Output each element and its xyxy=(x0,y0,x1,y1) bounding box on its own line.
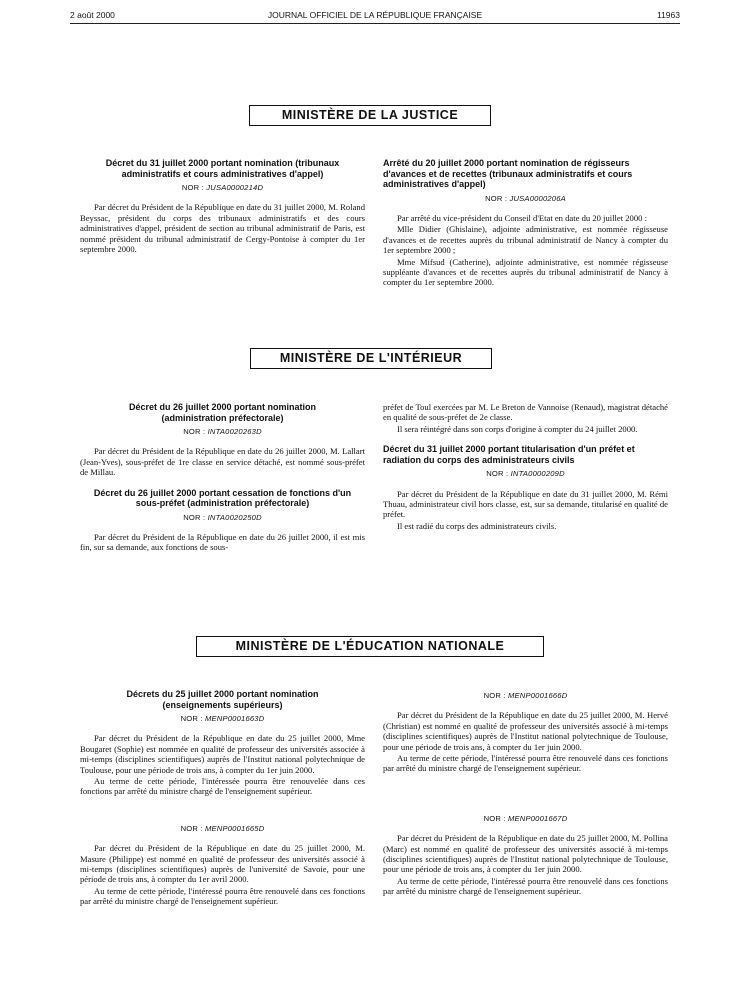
issue-date: 2 août 2000 xyxy=(70,10,115,20)
paragraph: Par décret du Président de la République en date du 31 juillet 2000, M. Rémi Thuau, administrateur civil hors classe, est, sur sa demande, titularisé en qualité de préfet. xyxy=(383,488,668,520)
decree-body xyxy=(80,843,365,906)
decree-body xyxy=(383,213,668,288)
paragraph: Au terme de cette période, l'intéressé pourra être renouvelé dans ces fonctions par arrêté du ministre chargé de l'enseignement supérieur. xyxy=(383,753,668,774)
decree-education-left xyxy=(80,689,365,907)
paragraph: Par décret du Président de la République en date du 25 juillet 2000, Mme Bougaret (Sophie) est nommée en qualité de professeur des universités associée à mi-temps (disciplines scientifiques) auprès de l'Institut national polytechnique de Toulouse, pour une période de trois ans, à compter du 1er juin 2000. xyxy=(80,733,365,775)
nor-reference: NOR : MENP0001666D xyxy=(483,691,568,700)
nor-reference: NOR : MENP0001663D xyxy=(180,714,265,723)
decree-interieur-continuation xyxy=(383,402,668,531)
decree-body xyxy=(383,402,668,434)
nor-reference: NOR : JUSA0000206A xyxy=(485,193,566,203)
decree-title: Décret du 26 juillet 2000 portant nomination (administration préfectorale) xyxy=(128,402,317,423)
nor-reference: NOR : INTA0020250D xyxy=(183,512,262,522)
paragraph: Par décret du Président de la République en date du 25 juillet 2000, M. Masure (Philippe) est nommé en qualité de professeur des universités associé à mi-temps (disciplines scientifiques) auprès de l'université de Savoie, pour une période de trois ans, à compter du 1er avril 2000. xyxy=(80,843,365,885)
running-header xyxy=(70,10,680,24)
paragraph: préfet de Toul exercées par M. Le Breton de Vannoise (Renaud), magistrat détaché en qualité de sous-préfet de 2e classe. xyxy=(383,402,668,423)
ministry-heading-education: MINISTÈRE DE L'ÉDUCATION NATIONALE xyxy=(196,636,544,657)
paragraph: Au terme de cette période, l'intéressé pourra être renouvelé dans ces fonctions par arrêté du ministre chargé de l'enseignement supérieur. xyxy=(80,885,365,907)
paragraph: Mlle Didier (Ghislaine), adjointe administrative, est nommée régisseuse d'avances et de recettes auprès du tribunal administratif de Nancy à compter du 1er septembre 2000 ; xyxy=(383,224,668,256)
paragraph: Mme Mifsud (Catherine), adjointe administrative, est nommée régisseuse suppléante d'avances et de recettes auprès du tribunal administratif de Nancy à compter du 1er septembre 2000. xyxy=(383,256,668,288)
paragraph: Il est radié du corps des administrateurs civils. xyxy=(397,520,557,531)
paragraph: Par décret du Président de la République en date du 26 juillet 2000, M. Lallart (Jean-Yves), sous-préfet de 1re classe en service détaché, est nommé sous-préfet de Millau. xyxy=(80,446,365,478)
decree-body xyxy=(383,710,668,773)
decree-title: Arrêté du 20 juillet 2000 portant nomination de régisseurs d'avances et de recettes (tribunaux administratifs et cours administratives d'appel) xyxy=(383,158,633,189)
nor-reference: NOR : MENP0001667D xyxy=(483,813,568,823)
paragraph: Par décret du Président de la République en date du 31 juillet 2000, M. Roland Beyssac, président du corps des tribunaux administratifs et des cours administratives d'appel, président de section au tribunal administratif de Paris, est nommé président du tribunal administratif de Cergy-Pontoise à compter du 1er septembre 2000. xyxy=(80,202,365,255)
decree-title: Décrets du 25 juillet 2000 portant nomination (enseignements supérieurs) xyxy=(126,689,319,710)
decree-interieur-nomination xyxy=(80,402,365,553)
paragraph: Par décret du Président de la République en date du 25 juillet 2000, M. Pollina (Marc) est nommé en qualité de professeur des universités associé à mi-temps (disciplines scientifiques) auprès de l'Institut national polytechnique de Toulouse, pour une période de trois ans, à compter du 1er juin 2000. xyxy=(383,833,668,875)
decree-title: Décret du 31 juillet 2000 portant titularisation d'un préfet et radiation du corps des administrateurs civils xyxy=(383,444,635,465)
decree-body xyxy=(80,446,365,477)
paragraph: Par décret du Président de la République en date du 26 juillet 2000, il est mis fin, sur sa demande, aux fonctions de sous- xyxy=(80,532,365,553)
decree-justice-nomination xyxy=(80,158,365,254)
paragraph: Par arrêté du vice-président du Conseil d'Etat en date du 20 juillet 2000 : xyxy=(397,212,647,223)
ministry-heading-interieur: MINISTÈRE DE L'INTÉRIEUR xyxy=(250,348,492,369)
nor-reference: NOR : JUSA0000214D xyxy=(181,183,264,192)
decree-title: Décret du 26 juillet 2000 portant cessation de fonctions d'un sous-préfet (administration préfectorale) xyxy=(93,487,352,509)
nor-reference: NOR : INTA0020263D xyxy=(183,427,262,436)
decree-body xyxy=(80,202,365,254)
decree-body xyxy=(80,733,365,796)
nor-reference: NOR : INTA0000209D xyxy=(486,469,565,479)
header-rule xyxy=(70,23,680,24)
decree-justice-regisseurs xyxy=(383,158,668,288)
decree-body xyxy=(80,532,365,553)
page-number: 11963 xyxy=(656,10,680,20)
paragraph: Il sera réintégré dans son corps d'origine à compter du 24 juillet 2000. xyxy=(397,423,638,434)
decree-body xyxy=(383,489,668,532)
paragraph: Au terme de cette période, l'intéressé pourra être renouvelé dans ces fonctions par arrêté du ministre chargé de l'enseignement supérieur. xyxy=(383,875,668,897)
decree-body xyxy=(383,833,668,896)
decree-education-right xyxy=(383,689,668,897)
paragraph: Au terme de cette période, l'intéressée pourra être renouvelée dans ces fonctions par arrêté du ministre chargé de l'enseignement supérieur. xyxy=(80,776,365,797)
paragraph: Par décret du Président de la République en date du 25 juillet 2000, M. Hervé (Christian) est nommé en qualité de professeur des universités associé à mi-temps (disciplines scientifiques) auprès de l'Institut national polytechnique de Toulouse, pour une période de trois ans, à compter du 1er juin 2000. xyxy=(383,710,668,752)
nor-reference: NOR : MENP0001665D xyxy=(180,823,265,833)
decree-title: Décret du 31 juillet 2000 portant nomination (tribunaux administratifs et cours administratives d'appel) xyxy=(105,158,340,179)
journal-title: JOURNAL OFFICIEL DE LA RÉPUBLIQUE FRANÇAISE xyxy=(267,10,483,20)
ministry-heading-justice: MINISTÈRE DE LA JUSTICE xyxy=(249,105,491,126)
